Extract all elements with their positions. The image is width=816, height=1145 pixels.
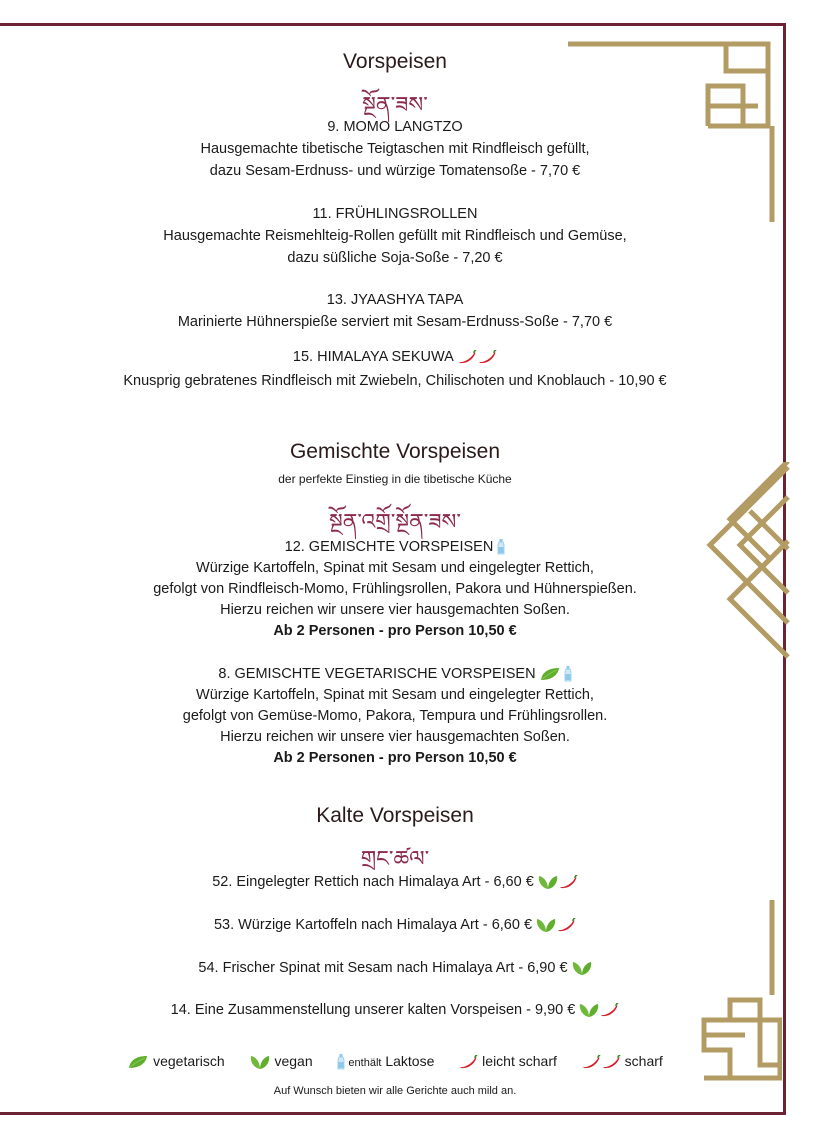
leaf-icon — [127, 1055, 149, 1069]
legend-mild-spicy — [458, 1053, 560, 1069]
dish-description: Knusprig gebratenes Rindfleisch mit Zwiebeln, Chilischoten und Knoblauch - 10,90 € — [123, 373, 667, 389]
dish-description: gefolgt von Rindfleisch-Momo, Frühlingsrollen, Pakora und Hühnerspießen. — [153, 581, 637, 597]
dish-text: 52. Eingelegter Rettich nach Himalaya Art - 6,60 € — [212, 874, 534, 890]
legend-label: scharf — [624, 1053, 663, 1069]
chili-icon — [558, 875, 578, 889]
chili-icon — [601, 1055, 621, 1069]
legend — [0, 1053, 790, 1070]
dish-text: 53. Würzige Kartoffeln nach Himalaya Art - 6,60 € — [213, 917, 533, 933]
chili-icon — [599, 1003, 619, 1017]
legend-vegan — [249, 1053, 317, 1069]
legend-label: Laktose — [385, 1053, 435, 1069]
vegan-icon — [249, 1054, 271, 1070]
chili-icon — [458, 1055, 478, 1069]
vegan-icon — [572, 960, 592, 976]
dish-row — [0, 347, 790, 367]
leaf-icon — [540, 667, 560, 681]
dish-text: 54. Frischer Spinat mit Sesam nach Himalaya Art - 6,90 € — [198, 960, 568, 976]
dish-description: dazu Sesam-Erdnuss- und würzige Tomatensoße - 7,70 € — [209, 163, 581, 179]
section-tibetan-vorspeisen: སྔོན་ཟས་ — [362, 93, 428, 118]
dish-description: Hierzu reichen wir unsere vier hausgemachten Soßen. — [220, 602, 570, 618]
dish-row — [0, 664, 790, 684]
dish-row — [0, 537, 790, 557]
dish-name: 9. MOMO LANGTZO — [327, 119, 463, 135]
legend-lactose — [337, 1053, 439, 1069]
legend-label: leicht scharf — [482, 1053, 557, 1069]
section-tibetan-kalte: གྲང་ཚལ་ — [360, 847, 430, 872]
dish-description: dazu süßliche Soja-Soße - 7,20 € — [287, 250, 503, 266]
chili-icon — [556, 918, 576, 932]
dish-name: 8. GEMISCHTE VEGETARISCHE VORSPEISEN — [218, 666, 536, 682]
chili-icon — [457, 350, 477, 364]
legend-spicy — [581, 1053, 663, 1069]
section-title-kalte: Kalte Vorspeisen — [316, 804, 474, 827]
vegan-icon — [538, 874, 558, 890]
chili-icon — [477, 350, 497, 364]
legend-label: vegetarisch — [153, 1053, 225, 1069]
dish-row — [0, 915, 790, 935]
dish-name: 11. FRÜHLINGSROLLEN — [312, 206, 478, 222]
chili-icon — [581, 1055, 601, 1069]
dish-description: Hausgemachte tibetische Teigtaschen mit Rindfleisch gefüllt, — [200, 141, 590, 157]
dish-row — [0, 872, 790, 892]
vegan-icon — [579, 1002, 599, 1018]
dish-description: Hierzu reichen wir unsere vier hausgemachten Soßen. — [220, 729, 570, 745]
dish-row — [0, 958, 790, 978]
legend-label: enthält — [348, 1057, 382, 1069]
dish-description: Würzige Kartoffeln, Spinat mit Sesam und eingelegter Rettich, — [196, 687, 594, 703]
dish-name: 13. JYAASHYA TAPA — [326, 292, 464, 308]
dish-name: 12. GEMISCHTE VORSPEISEN — [284, 539, 494, 555]
dish-description: Hausgemachte Reismehlteig-Rollen gefüllt mit Rindfleisch und Gemüse, — [163, 228, 627, 244]
milk-bottle-icon — [337, 1054, 345, 1070]
dish-price: Ab 2 Personen - pro Person 10,50 € — [273, 750, 517, 766]
vegan-icon — [536, 917, 556, 933]
legend-note: Auf Wunsch bieten wir alle Gerichte auch mild an. — [273, 1085, 517, 1097]
dish-text: 14. Eine Zusammenstellung unserer kalten Vorspeisen - 9,90 € — [170, 1002, 576, 1018]
dish-name: 15. HIMALAYA SEKUWA — [292, 349, 454, 365]
section-tibetan-gemischte: སྔོན་འགྲོ་སྔོན་ཟས་ — [328, 510, 462, 535]
milk-bottle-icon — [564, 666, 572, 682]
legend-label: vegan — [274, 1053, 313, 1069]
section-subtitle: der perfekte Einstieg in die tibetische Küche — [278, 472, 512, 486]
milk-bottle-icon — [497, 539, 505, 555]
dish-description: gefolgt von Gemüse-Momo, Pakora, Tempura und Frühlingsrollen. — [182, 708, 608, 724]
legend-vegetarian — [127, 1053, 228, 1069]
section-title-vorspeisen: Vorspeisen — [343, 50, 447, 73]
dish-description: Marinierte Hühnerspieße serviert mit Sesam-Erdnuss-Soße - 7,70 € — [177, 314, 613, 330]
dish-description: Würzige Kartoffeln, Spinat mit Sesam und eingelegter Rettich, — [196, 560, 594, 576]
section-title-gemischte: Gemischte Vorspeisen — [289, 440, 501, 463]
dish-row — [0, 1000, 790, 1020]
dish-price: Ab 2 Personen - pro Person 10,50 € — [273, 623, 517, 639]
